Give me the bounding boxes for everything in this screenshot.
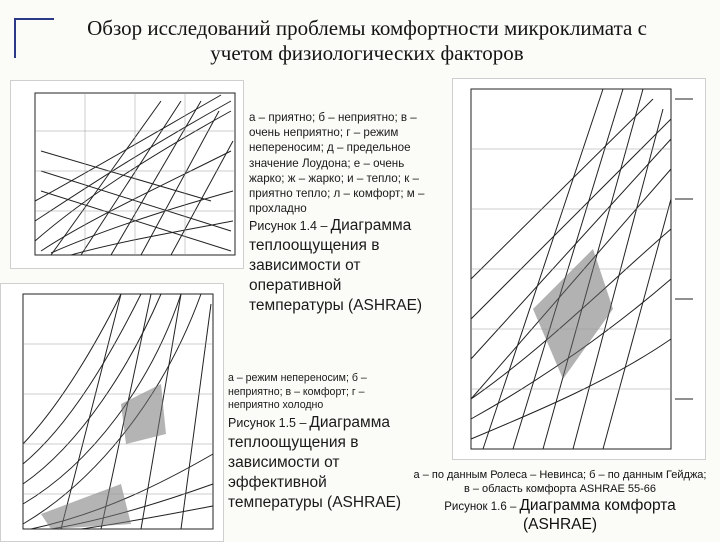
figure-1-5-text xyxy=(228,372,406,513)
figure-1-6-image xyxy=(452,78,706,460)
figure-1-6-legend: а – по данным Ролеса – Невинса; б – по данным Гейджа; в – область комфорта ASHRAE 55-66 xyxy=(413,469,707,495)
figure-1-6-caption: Диаграмма комфорта (ASHRAE) xyxy=(519,497,676,533)
figure-1-4-caption: Диаграмма теплоощущения в зависимости от оперативной температуры (ASHRAE) xyxy=(249,217,423,315)
figure-1-4-legend: а – приятно; б – неприятно; в – очень неприятно; г – режим непереносим; д – предельное значение Лоудона; е – очень жарко; ж – жарко; и – тепло; к – приятно тепло; л – комфорт; м – прохладно xyxy=(249,111,425,216)
slide-title-line2: учетом физиологических факторов xyxy=(210,41,524,65)
figure-1-5-legend: а – режим непереносим; б – неприятно; в – комфорт; г – неприятно холодно xyxy=(228,372,367,412)
figure-1-5-label: Рисунок 1.5 – xyxy=(228,415,307,430)
figure-1-6-label: Рисунок 1.6 – xyxy=(444,501,517,513)
figure-1-5-caption: Диаграмма теплоощущения в зависимости от эффективной температуры (ASHRAE) xyxy=(228,413,402,511)
figure-1-4-text xyxy=(249,110,439,316)
corner-rule-vertical xyxy=(14,18,16,58)
slide-title-line1: Обзор исследований проблемы комфортности микроклимата с xyxy=(87,16,647,40)
slide-title xyxy=(22,16,712,66)
figure-1-4-label: Рисунок 1.4 – xyxy=(249,219,328,234)
figure-1-4-image xyxy=(10,80,244,269)
figure-1-5-image xyxy=(0,283,224,542)
figure-1-6-text xyxy=(410,468,710,534)
